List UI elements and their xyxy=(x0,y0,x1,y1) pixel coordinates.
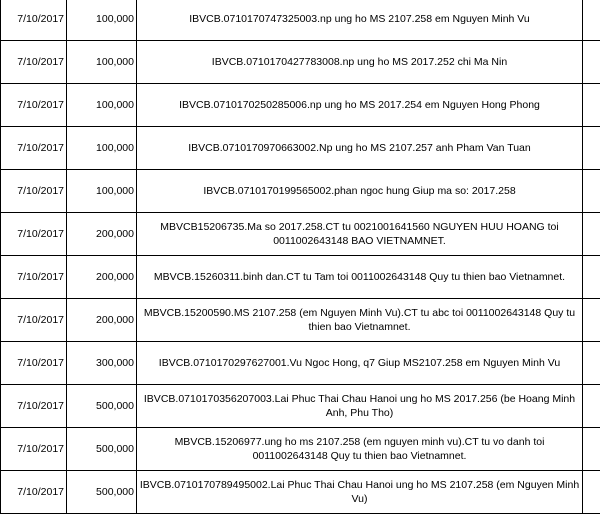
date-cell: 7/10/2017 xyxy=(1,41,67,84)
date-cell: 7/10/2017 xyxy=(1,256,67,299)
table-row xyxy=(1,170,600,213)
empty-cell xyxy=(583,299,600,342)
amount-cell: 200,000 xyxy=(67,299,137,342)
date-cell: 7/10/2017 xyxy=(1,213,67,256)
date-cell: 7/10/2017 xyxy=(1,127,67,170)
amount-cell: 500,000 xyxy=(67,385,137,428)
table-row xyxy=(1,471,600,514)
empty-cell xyxy=(583,385,600,428)
empty-cell xyxy=(583,0,600,41)
description-cell: IBVCB.0710170427783008.np ung ho MS 2017.252 chi Ma Nin xyxy=(137,41,583,84)
table-row xyxy=(1,84,600,127)
table-row xyxy=(1,256,600,299)
amount-cell: 500,000 xyxy=(67,471,137,514)
date-cell: 7/10/2017 xyxy=(1,385,67,428)
amount-cell: 100,000 xyxy=(67,127,137,170)
empty-cell xyxy=(583,471,600,514)
date-cell: 7/10/2017 xyxy=(1,428,67,471)
description-cell: IBVCB.0710170789495002.Lai Phuc Thai Chau Hanoi ung ho MS 2107.258 (em Nguyen Minh Vu) xyxy=(137,471,583,514)
amount-cell: 100,000 xyxy=(67,170,137,213)
description-cell: IBVCB.0710170199565002.phan ngoc hung Giup ma so: 2017.258 xyxy=(137,170,583,213)
description-cell: MBVCB.15200590.MS 2107.258 (em Nguyen Minh Vu).CT tu abc toi 0011002643148 Quy tu thien bao Vietnamnet. xyxy=(137,299,583,342)
date-cell: 7/10/2017 xyxy=(1,170,67,213)
empty-cell xyxy=(583,127,600,170)
description-cell: IBVCB.0710170356207003.Lai Phuc Thai Chau Hanoi ung ho MS 2017.256 (be Hoang Minh Anh, Phu Tho) xyxy=(137,385,583,428)
table-row xyxy=(1,428,600,471)
description-cell: IBVCB.0710170297627001.Vu Ngoc Hong, q7 Giup MS2107.258 em Nguyen Minh Vu xyxy=(137,342,583,385)
table-row xyxy=(1,41,600,84)
description-cell: IBVCB.0710170970663002.Np ung ho MS 2107.257 anh Pham Van Tuan xyxy=(137,127,583,170)
empty-cell xyxy=(583,170,600,213)
amount-cell: 500,000 xyxy=(67,428,137,471)
description-cell: IBVCB.0710170747325003.np ung ho MS 2107.258 em Nguyen Minh Vu xyxy=(137,0,583,41)
table-row xyxy=(1,385,600,428)
description-cell: MBVCB.15206977.ung ho ms 2107.258 (em nguyen minh vu).CT tu vo danh toi 0011002643148 Quy tu thien bao Vietnamnet. xyxy=(137,428,583,471)
table-row xyxy=(1,299,600,342)
description-cell: IBVCB.0710170250285006.np ung ho MS 2017.254 em Nguyen Hong Phong xyxy=(137,84,583,127)
empty-cell xyxy=(583,84,600,127)
empty-cell xyxy=(583,428,600,471)
amount-cell: 100,000 xyxy=(67,41,137,84)
amount-cell: 200,000 xyxy=(67,256,137,299)
empty-cell xyxy=(583,41,600,84)
date-cell: 7/10/2017 xyxy=(1,299,67,342)
description-cell: MBVCB.15260311.binh dan.CT tu Tam toi 0011002643148 Quy tu thien bao Vietnamnet. xyxy=(137,256,583,299)
amount-cell: 200,000 xyxy=(67,213,137,256)
empty-cell xyxy=(583,256,600,299)
table-row xyxy=(1,127,600,170)
empty-cell xyxy=(583,213,600,256)
date-cell: 7/10/2017 xyxy=(1,342,67,385)
table-row xyxy=(1,213,600,256)
table-row xyxy=(1,0,600,41)
table-row xyxy=(1,342,600,385)
date-cell: 7/10/2017 xyxy=(1,471,67,514)
empty-cell xyxy=(583,342,600,385)
date-cell: 7/10/2017 xyxy=(1,84,67,127)
amount-cell: 100,000 xyxy=(67,0,137,41)
amount-cell: 100,000 xyxy=(67,84,137,127)
description-cell: MBVCB15206735.Ma so 2017.258.CT tu 0021001641560 NGUYEN HUU HOANG toi 0011002643148 BAO VIETNAMNET. xyxy=(137,213,583,256)
amount-cell: 300,000 xyxy=(67,342,137,385)
date-cell: 7/10/2017 xyxy=(1,0,67,41)
